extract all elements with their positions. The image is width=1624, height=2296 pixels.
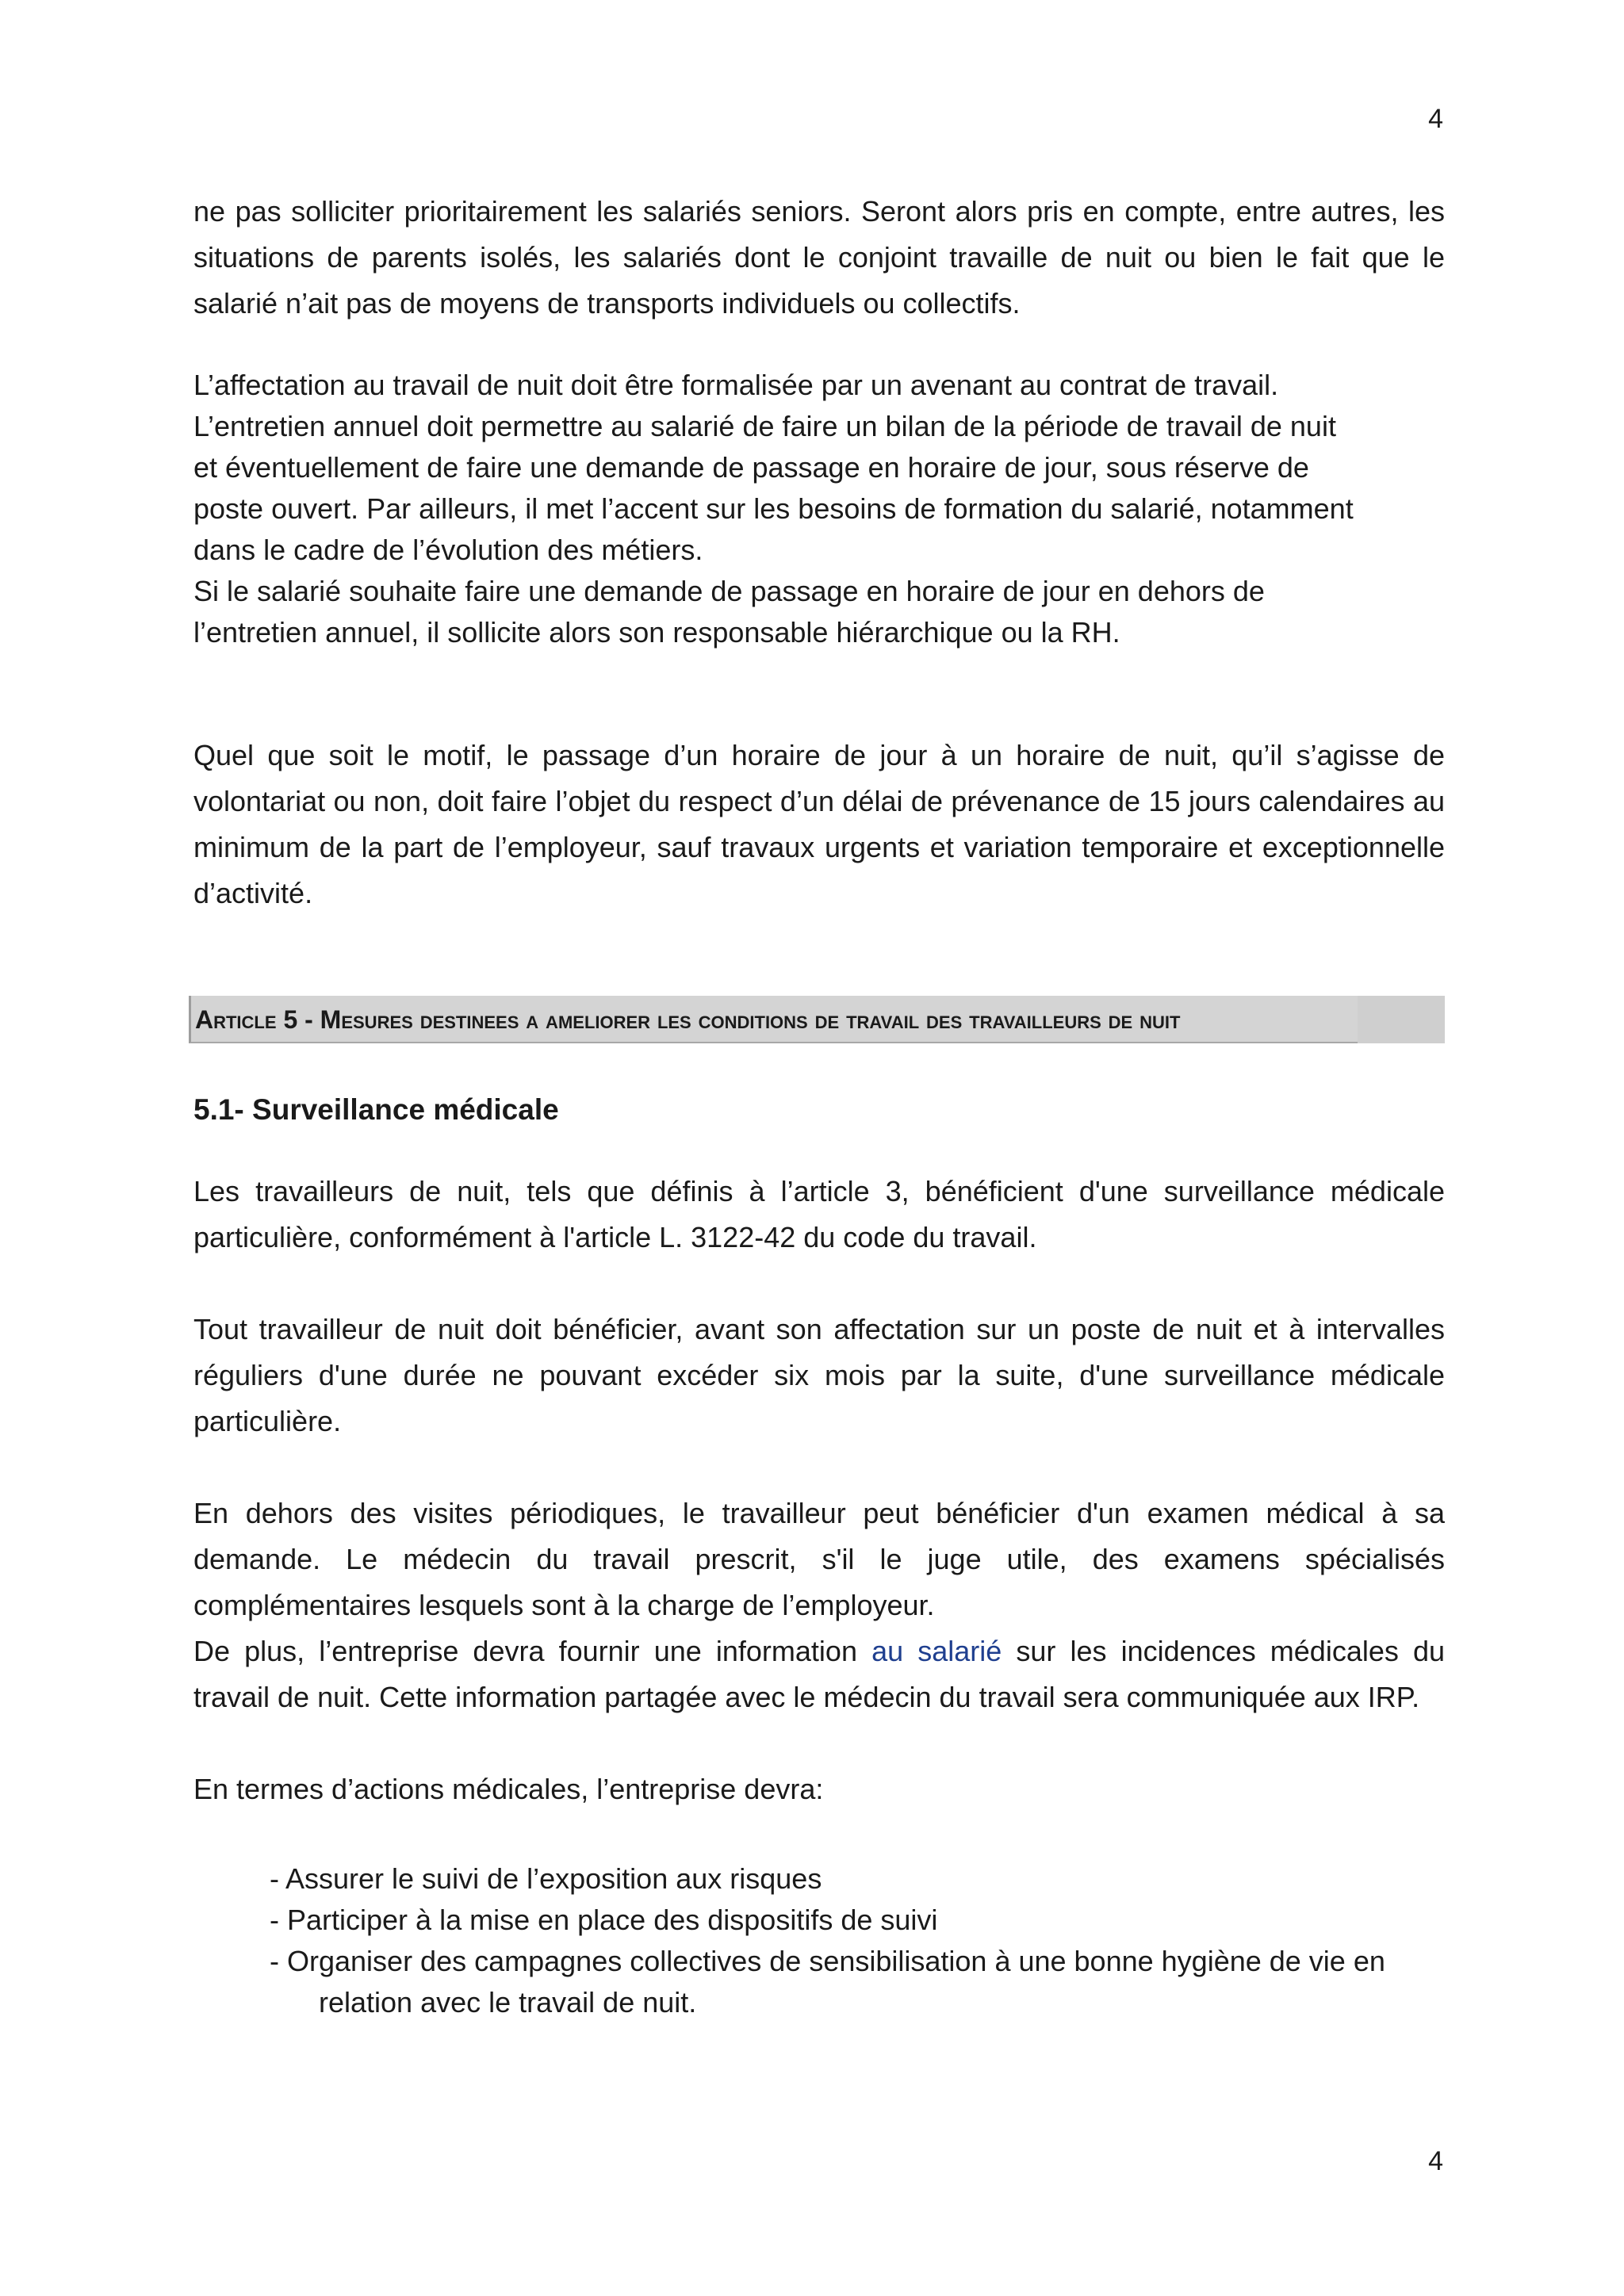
paragraph-surveillance: Les travailleurs de nuit, tels que définis à l’article 3, bénéficient d'une surveillance médicale particulière, conformément à l'article L. 3122-42 du code du travail. (193, 1175, 1445, 1253)
paragraph-line: et éventuellement de faire une demande de passage en horaire de jour, sous réserve de (193, 451, 1309, 484)
paragraph-line: Si le salarié souhaite faire une demande de passage en horaire de jour en dehors de (193, 575, 1265, 607)
list-item-text: - Organiser des campagnes collectives de sensibilisation à une bonne hygiène de vie en (270, 1945, 1385, 1977)
paragraph-actions: En termes d’actions médicales, l’entreprise devra: (193, 1773, 824, 1805)
page-content (193, 189, 1445, 2023)
actions-list (270, 1858, 1445, 2023)
paragraph-line: L’affectation au travail de nuit doit être formalisée par un avenant au contrat de travail. (193, 369, 1279, 401)
page-number-top: 4 (1428, 104, 1443, 134)
paragraph-line: poste ouvert. Par ailleurs, il met l’accent sur les besoins de formation du salarié, notamment (193, 492, 1354, 525)
text-segment: sur les incidences médicales du travail de nuit. Cette information partagée avec le médecin du travail sera communiquée aux IRP. (193, 1635, 1446, 1713)
highlighted-text: au salarié (871, 1635, 1002, 1667)
paragraph-prevenance: Quel que soit le motif, le passage d’un horaire de jour à un horaire de nuit, qu’il s’agisse de volontariat ou non, doit faire l’objet du respect d’un délai de prévenance de 15 jours calendaires au minimum de la part de l’employeur, sauf travaux urgents et variation temporaire et exceptionnelle d’activité. (193, 739, 1445, 909)
section-heading: 5.1- Surveillance médicale (193, 1093, 559, 1126)
paragraph-seniors: ne pas solliciter prioritairement les salariés seniors. Seront alors pris en compte, entre autres, les situations de parents isolés, les salariés dont le conjoint travaille de nuit ou bien le fait que le salarié n’ait pas de moyens de transports individuels ou collectifs. (193, 195, 1445, 320)
paragraph-line: L’entretien annuel doit permettre au salarié de faire un bilan de la période de travail de nuit (193, 410, 1336, 442)
article-heading-bar (189, 996, 1445, 1043)
paragraph-line: l’entretien annuel, il sollicite alors son responsable hiérarchique ou la RH. (193, 616, 1120, 649)
list-item-continuation: relation avec le travail de nuit. (319, 1986, 697, 2019)
list-item (270, 1941, 1445, 2023)
paragraph-affectation-poste: Tout travailleur de nuit doit bénéficier, avant son affectation sur un poste de nuit et à intervalles réguliers d'une durée ne pouvant excéder six mois par la suite, d'une surveillance médicale particulière. (193, 1313, 1445, 1437)
paragraph-visites: En dehors des visites périodiques, le travailleur peut bénéficier d'un examen médical à sa demande. Le médecin du travail prescrit, s'il le juge utile, des examens spécialisés complémentaires lesquels sont à la charge de l’employeur. (193, 1497, 1445, 1621)
list-item: - Participer à la mise en place des dispositifs de suivi (270, 1904, 938, 1936)
page-number-bottom: 4 (1428, 2146, 1443, 2176)
paragraph-affectation (193, 365, 1445, 653)
list-item: - Assurer le suivi de l’exposition aux risques (270, 1862, 822, 1895)
paragraph-line: dans le cadre de l’évolution des métiers. (193, 534, 703, 566)
paragraph-group-visites (193, 1490, 1445, 1720)
article-title: Article 5 - Mesures destinees a ameliorer les conditions de travail des travailleurs de nuit (195, 1005, 1181, 1034)
text-segment: De plus, l’entreprise devra fournir une information (193, 1635, 872, 1667)
paragraph-information (193, 1628, 1445, 1720)
